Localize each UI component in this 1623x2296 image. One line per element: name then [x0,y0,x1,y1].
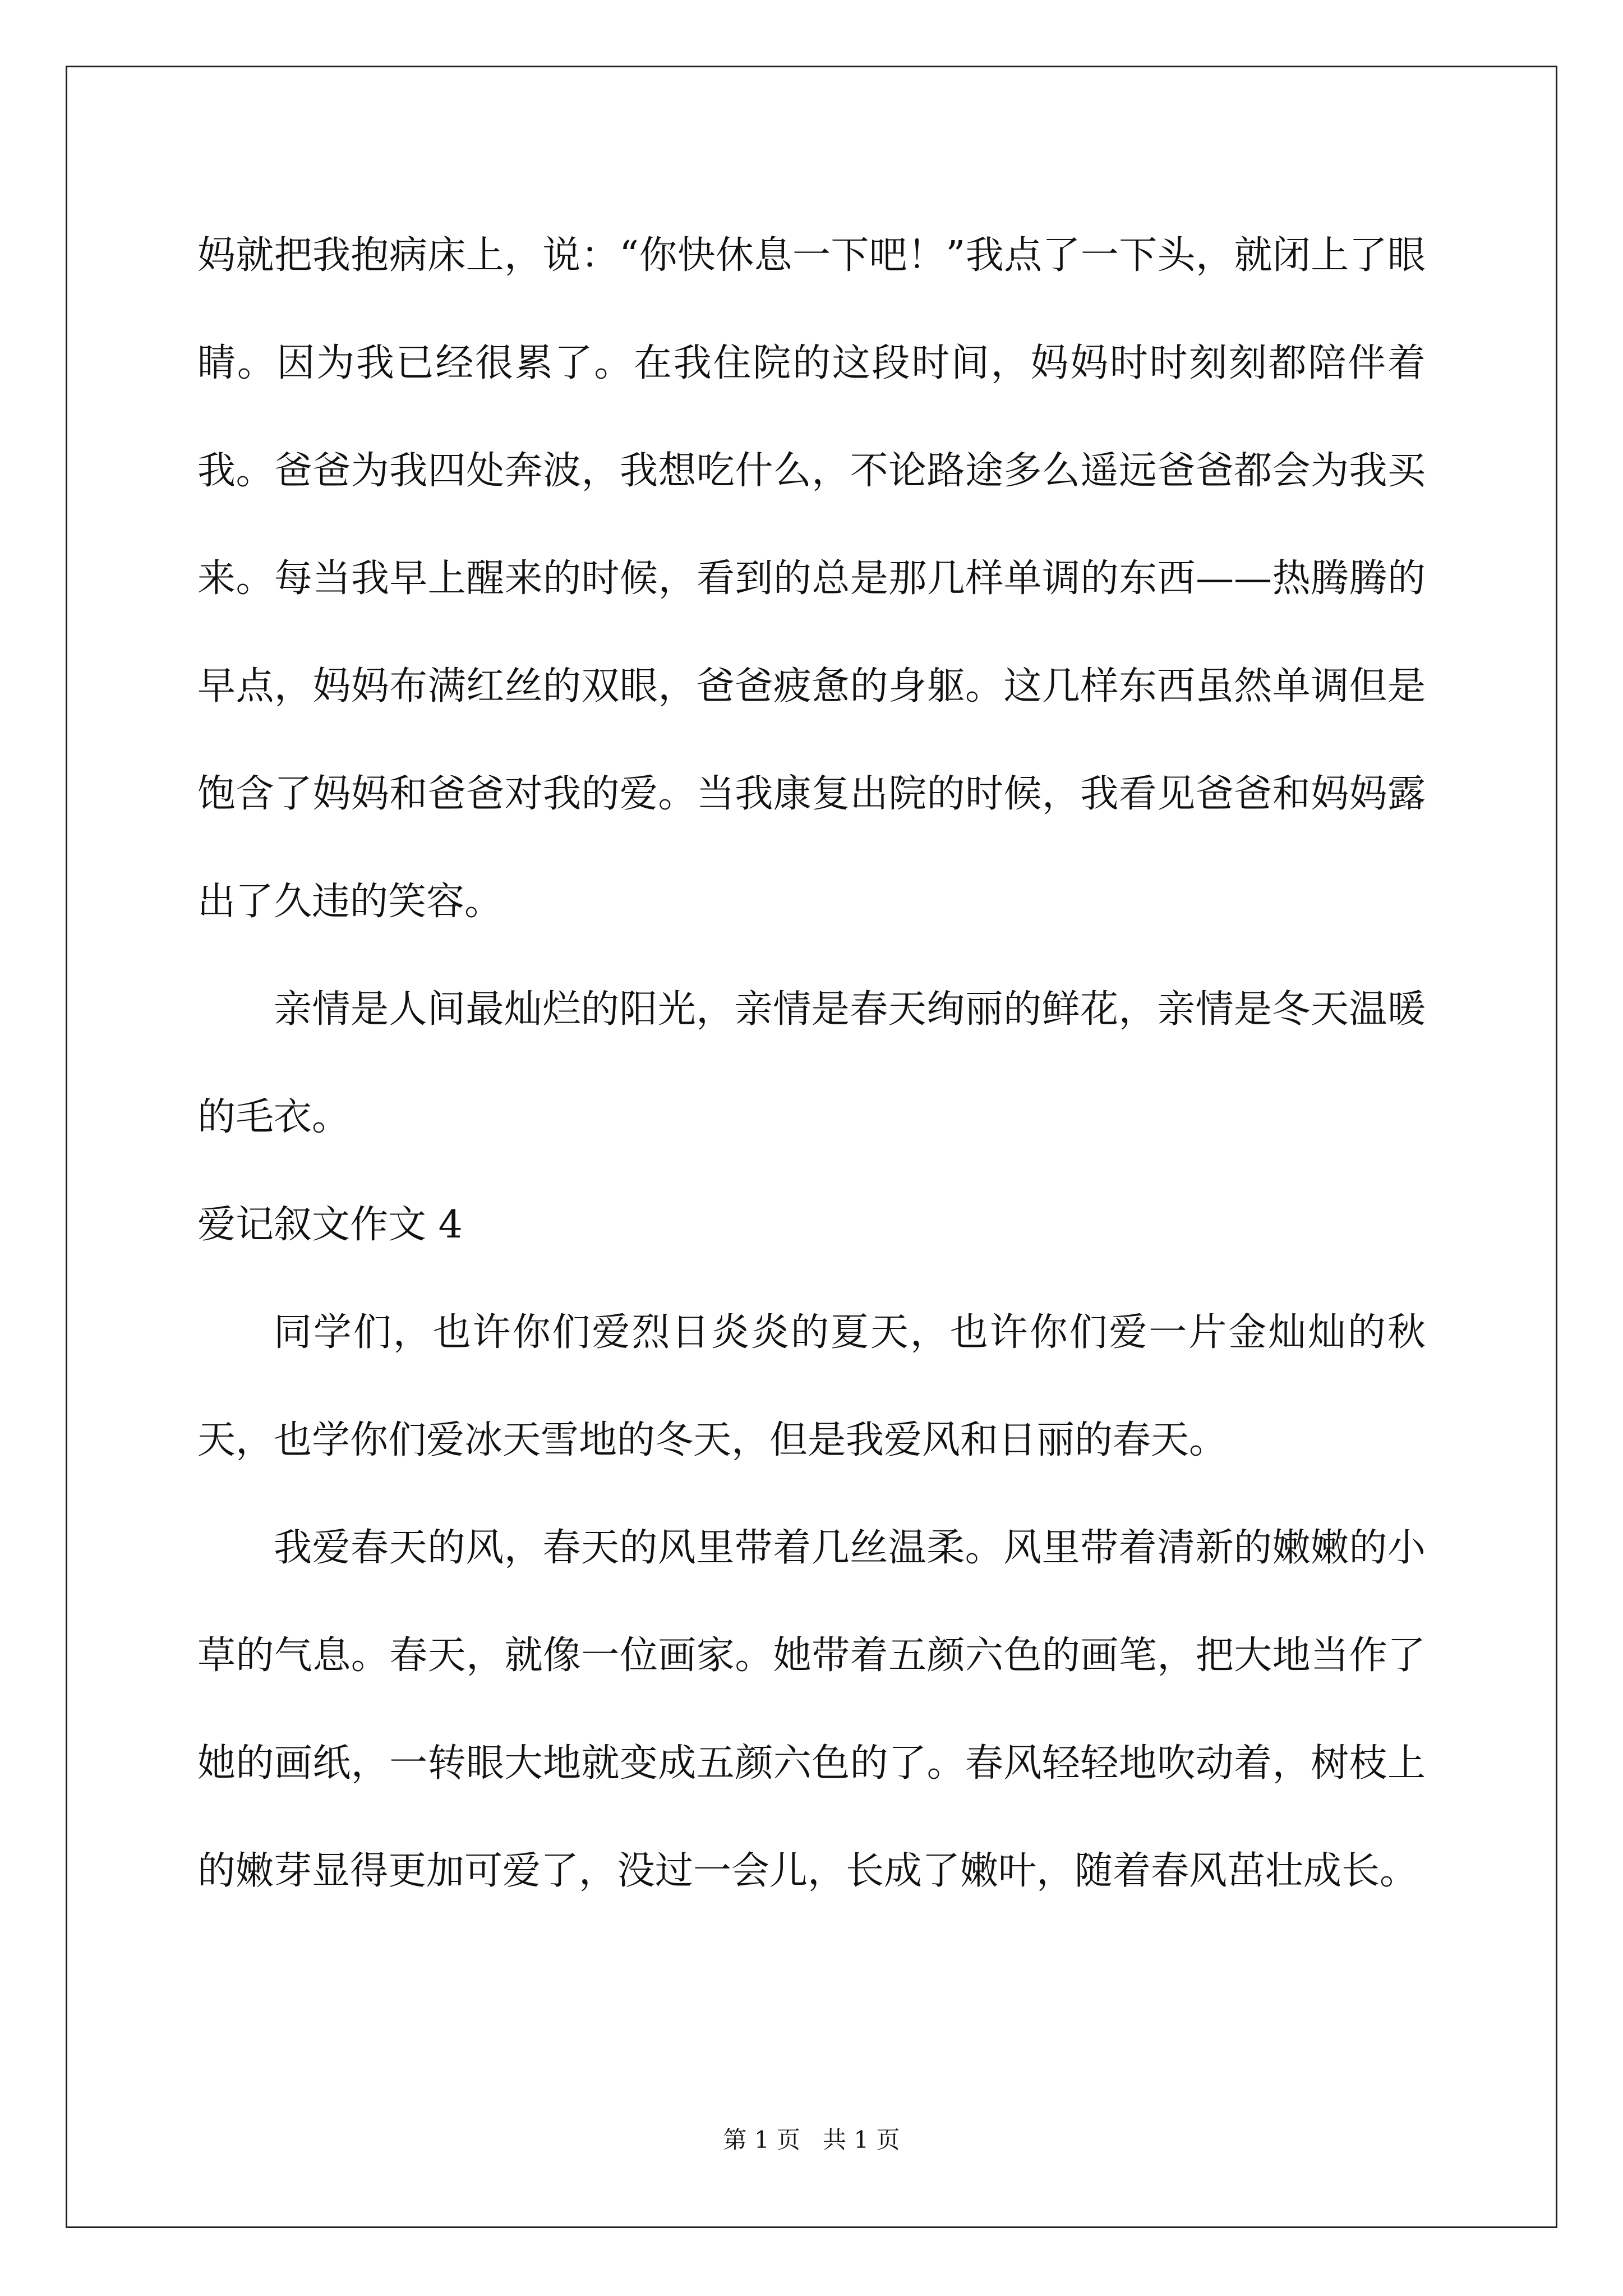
paragraph-2: 亲情是人间最灿烂的阳光，亲情是春天绚丽的鲜花，亲情是冬天温暖的毛衣。 [197,987,1426,1139]
page-number: 第 1 页 [723,2126,800,2154]
paragraph-3: 同学们，也许你们爱烈日炎炎的夏天，也许你们爱一片金灿灿的秋天，也学你们爱冰天雪地的冬天，但是我爱风和日丽的春天。 [197,1310,1426,1462]
page-footer [0,2123,1623,2157]
page-total: 共 1 页 [823,2126,900,2154]
section-heading: 爱记叙文作文 4 [197,1203,463,1247]
paragraph-4: 我爱春天的风，春天的风里带着几丝温柔。风里带着清新的嫩嫩的小草的气息。春天，就像一位画家。她带着五颜六色的画笔，把大地当作了她的画纸，一转眼大地就变成五颜六色的了。春风轻轻地吹动着，树枝上的嫩芽显得更加可爱了，没过一会儿，长成了嫩叶，随着春风茁壮成长。 [197,1526,1426,1893]
document-body [197,202,1426,1925]
paragraph-1: 妈就把我抱病床上，说：“你快休息一下吧！”我点了一下头，就闭上了眼睛。因为我已经很累了。在我住院的这段时间，妈妈时时刻刻都陪伴着我。爸爸为我四处奔波，我想吃什么，不论路途多么遥远爸爸都会为我买来。每当我早上醒来的时候，看到的总是那几样单调的东西——热腾腾的早点，妈妈布满红丝的双眼，爸爸疲惫的身躯。这几样东西虽然单调但是饱含了妈妈和爸爸对我的爱。当我康复出院的时候，我看见爸爸和妈妈露出了久违的笑容。 [197,233,1426,924]
